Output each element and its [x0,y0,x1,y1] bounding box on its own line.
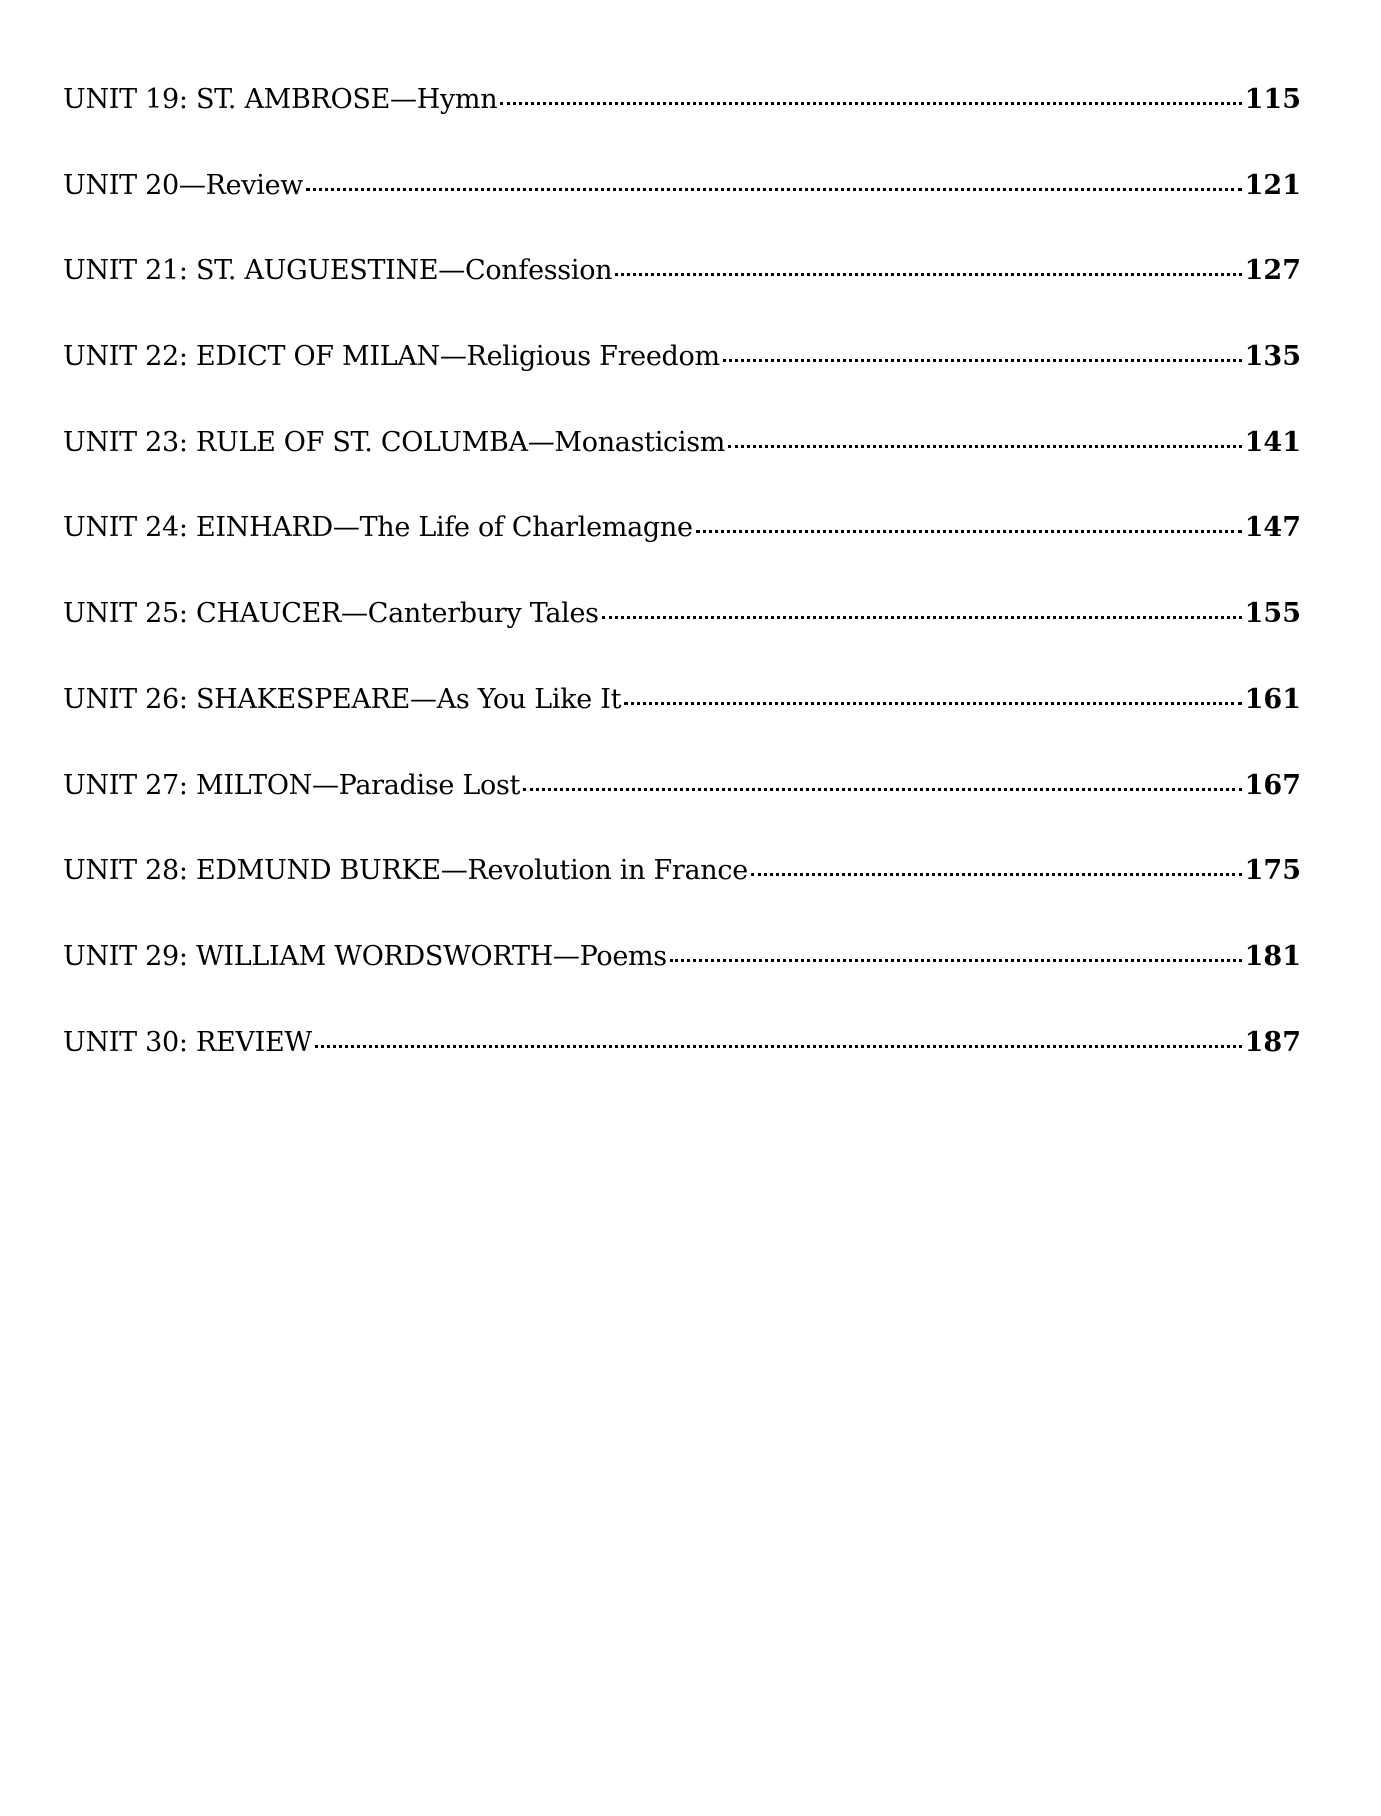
toc-entry-page-number: 115 [1244,84,1301,115]
toc-entry-title: UNIT 27: MILTON—Paradise Lost [63,769,521,801]
toc-entry-page-number: 135 [1244,341,1301,373]
dot-leader [602,616,1242,619]
toc-entry-unit-27[interactable] [63,764,1301,850]
toc-entry-page-number: 127 [1244,255,1301,287]
toc-entry-title: UNIT 23: RULE OF ST. COLUMBA—Monasticism [63,426,726,458]
toc-entry-unit-24[interactable] [63,506,1301,592]
table-of-contents [63,78,1301,1106]
toc-entry-title: UNIT 29: WILLIAM WORDSWORTH—Poems [63,940,667,972]
dot-leader [306,188,1242,191]
dot-leader [615,273,1241,276]
toc-entry-unit-23[interactable] [63,421,1301,507]
toc-entry-page-number: 187 [1244,1026,1301,1058]
toc-entry-title: UNIT 28: EDMUND BURKE—Revolution in France [63,855,748,887]
toc-entry-unit-22[interactable] [63,335,1301,421]
toc-entry-page-number: 175 [1244,855,1301,887]
dot-leader [728,445,1242,448]
toc-entry-page-number: 121 [1244,169,1301,201]
toc-entry-title: UNIT 19: ST. AMBROSE—Hymn [63,84,498,115]
toc-entry-unit-30[interactable] [63,1021,1301,1107]
toc-entry-title: UNIT 24: EINHARD—The Life of Charlemagne [63,512,693,544]
toc-entry-title: UNIT 25: CHAUCER—Canterbury Tales [63,598,599,630]
toc-entry-page-number: 181 [1244,940,1301,972]
dot-leader [723,359,1242,362]
dot-leader [500,102,1241,105]
toc-entry-title: UNIT 21: ST. AUGUESTINE—Confession [63,255,613,287]
toc-entry-title: UNIT 30: REVIEW [63,1026,312,1058]
dot-leader [696,530,1242,533]
toc-entry-unit-29[interactable] [63,935,1301,1021]
toc-entry-unit-28[interactable] [63,849,1301,935]
toc-entry-page-number: 141 [1244,426,1301,458]
toc-entry-title: UNIT 22: EDICT OF MILAN—Religious Freedom [63,341,720,373]
dot-leader [315,1045,1242,1048]
dot-leader [670,959,1242,962]
toc-entry-unit-21[interactable] [63,249,1301,335]
dot-leader [624,702,1241,705]
dot-leader [751,873,1242,876]
toc-entry-page-number: 167 [1244,769,1301,801]
toc-entry-unit-26[interactable] [63,678,1301,764]
toc-entry-page-number: 155 [1244,598,1301,630]
toc-entry-unit-25[interactable] [63,592,1301,678]
toc-entry-title: UNIT 20—Review [63,169,304,201]
dot-leader [523,788,1242,791]
toc-entry-page-number: 147 [1244,512,1301,544]
toc-entry-title: UNIT 26: SHAKESPEARE—As You Like It [63,683,622,715]
toc-entry-page-number: 161 [1244,683,1301,715]
toc-entry-unit-20[interactable] [63,164,1301,250]
toc-entry-unit-19[interactable] [63,78,1301,164]
